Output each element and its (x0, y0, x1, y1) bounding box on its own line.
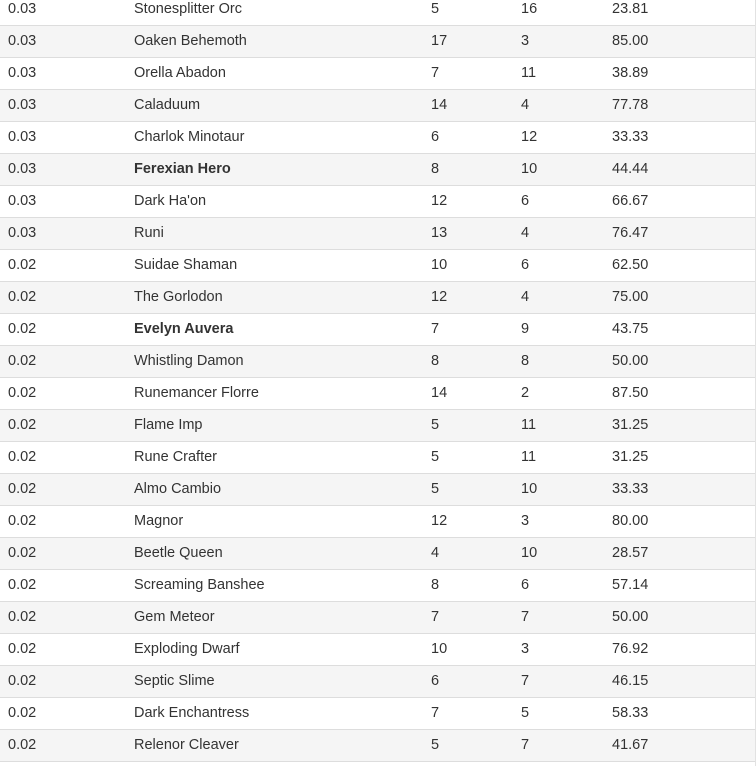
rate-cell: 0.02 (8, 513, 37, 529)
table-row (0, 666, 756, 698)
wins-cell: 8 (431, 353, 440, 369)
percent-cell: 41.67 (612, 737, 649, 753)
name-cell: Runemancer Florre (134, 385, 259, 401)
percent-cell: 33.33 (612, 129, 649, 145)
rate-cell: 0.03 (8, 225, 37, 241)
losses-cell: 11 (521, 65, 537, 81)
wins-cell: 17 (431, 33, 448, 49)
name-cell: Relenor Cleaver (134, 737, 239, 753)
losses-cell: 3 (521, 641, 530, 657)
table-row (0, 58, 756, 90)
name-cell: Flame Imp (134, 417, 203, 433)
wins-cell: 7 (431, 705, 440, 721)
name-cell: Oaken Behemoth (134, 33, 247, 49)
table-row (0, 346, 756, 378)
table-row (0, 314, 756, 346)
name-cell: Septic Slime (134, 673, 215, 689)
rate-cell: 0.03 (8, 129, 37, 145)
name-cell: Gem Meteor (134, 609, 215, 625)
percent-cell: 85.00 (612, 33, 649, 49)
name-cell: Dark Ha'on (134, 193, 207, 209)
table-row (0, 154, 756, 186)
name-cell: Dark Enchantress (134, 705, 250, 721)
percent-cell: 75.00 (612, 289, 649, 305)
rate-cell: 0.02 (8, 545, 37, 561)
percent-cell: 43.75 (612, 321, 649, 337)
name-cell: Magnor (134, 513, 184, 529)
percent-cell: 38.89 (612, 65, 649, 81)
wins-cell: 7 (431, 609, 440, 625)
wins-cell: 14 (431, 97, 448, 113)
wins-cell: 13 (431, 225, 448, 241)
losses-cell: 6 (521, 577, 530, 593)
table-row (0, 186, 756, 218)
wins-cell: 5 (431, 449, 440, 465)
rate-cell: 0.03 (8, 193, 37, 209)
rate-cell: 0.02 (8, 321, 37, 337)
name-cell: Beetle Queen (134, 545, 223, 561)
percent-cell: 62.50 (612, 257, 649, 273)
rate-cell: 0.02 (8, 385, 37, 401)
table-row (0, 282, 756, 314)
rate-cell: 0.02 (8, 449, 37, 465)
name-cell: Rune Crafter (134, 449, 218, 465)
name-cell: Orella Abadon (134, 65, 226, 81)
losses-cell: 7 (521, 609, 530, 625)
losses-cell: 11 (521, 417, 537, 433)
name-cell: Stonesplitter Orc (134, 1, 242, 17)
wins-cell: 7 (431, 65, 440, 81)
wins-cell: 10 (431, 641, 448, 657)
rate-cell: 0.03 (8, 161, 37, 177)
losses-cell: 7 (521, 737, 530, 753)
rate-cell: 0.02 (8, 417, 37, 433)
rate-cell: 0.02 (8, 641, 37, 657)
rate-cell: 0.03 (8, 33, 37, 49)
table-row (0, 0, 756, 26)
percent-cell: 31.25 (612, 449, 649, 465)
rate-cell: 0.03 (8, 97, 37, 113)
name-cell: The Gorlodon (134, 289, 223, 305)
table-row (0, 506, 756, 538)
table-row (0, 122, 756, 154)
name-cell: Caladuum (134, 97, 201, 113)
losses-cell: 6 (521, 193, 530, 209)
wins-cell: 7 (431, 321, 440, 337)
rate-cell: 0.02 (8, 705, 37, 721)
percent-cell: 87.50 (612, 385, 649, 401)
table-row (0, 218, 756, 250)
wins-cell: 14 (431, 385, 448, 401)
wins-cell: 12 (431, 513, 448, 529)
table-row (0, 378, 756, 410)
table-row (0, 730, 756, 762)
table-row (0, 26, 756, 58)
rate-cell: 0.02 (8, 289, 37, 305)
losses-cell: 4 (521, 97, 530, 113)
name-cell: Runi (134, 225, 164, 241)
percent-cell: 66.67 (612, 193, 649, 209)
name-cell: Almo Cambio (134, 481, 222, 497)
percent-cell: 58.33 (612, 705, 649, 721)
percent-cell: 44.44 (612, 161, 649, 177)
table-row (0, 538, 756, 570)
wins-cell: 8 (431, 577, 440, 593)
name-cell: Evelyn Auvera (134, 321, 234, 337)
percent-cell: 28.57 (612, 545, 649, 561)
percent-cell: 23.81 (612, 1, 649, 17)
percent-cell: 46.15 (612, 673, 649, 689)
losses-cell: 7 (521, 673, 530, 689)
table-row (0, 602, 756, 634)
wins-cell: 6 (431, 673, 440, 689)
table-row (0, 90, 756, 122)
wins-cell: 5 (431, 737, 440, 753)
losses-cell: 4 (521, 225, 530, 241)
rate-cell: 0.02 (8, 609, 37, 625)
losses-cell: 10 (521, 545, 538, 561)
table-row (0, 410, 756, 442)
wins-cell: 12 (431, 193, 448, 209)
name-cell: Exploding Dwarf (134, 641, 240, 657)
percent-cell: 77.78 (612, 97, 649, 113)
wins-cell: 12 (431, 289, 448, 305)
wins-cell: 4 (431, 545, 440, 561)
losses-cell: 9 (521, 321, 530, 337)
name-cell: Whistling Damon (134, 353, 244, 369)
name-cell: Suidae Shaman (134, 257, 238, 273)
rate-cell: 0.03 (8, 1, 37, 17)
rate-cell: 0.02 (8, 577, 37, 593)
wins-cell: 5 (431, 481, 440, 497)
wins-cell: 5 (431, 417, 440, 433)
losses-cell: 12 (521, 129, 538, 145)
losses-cell: 10 (521, 481, 538, 497)
wins-cell: 8 (431, 161, 440, 177)
rate-cell: 0.02 (8, 737, 37, 753)
wins-cell: 10 (431, 257, 448, 273)
losses-cell: 3 (521, 33, 530, 49)
losses-cell: 6 (521, 257, 530, 273)
rate-cell: 0.02 (8, 481, 37, 497)
name-cell: Ferexian Hero (134, 161, 231, 177)
losses-cell: 10 (521, 161, 538, 177)
rate-cell: 0.03 (8, 65, 37, 81)
losses-cell: 2 (521, 385, 530, 401)
losses-cell: 5 (521, 705, 530, 721)
wins-cell: 6 (431, 129, 440, 145)
table-row (0, 570, 756, 602)
losses-cell: 11 (521, 449, 537, 465)
percent-cell: 50.00 (612, 609, 649, 625)
table-row (0, 474, 756, 506)
rate-cell: 0.02 (8, 257, 37, 273)
percent-cell: 76.92 (612, 641, 649, 657)
percent-cell: 33.33 (612, 481, 649, 497)
rate-cell: 0.02 (8, 673, 37, 689)
losses-cell: 16 (521, 1, 538, 17)
name-cell: Screaming Banshee (134, 577, 265, 593)
losses-cell: 8 (521, 353, 530, 369)
table-row (0, 250, 756, 282)
percent-cell: 76.47 (612, 225, 649, 241)
percent-cell: 50.00 (612, 353, 649, 369)
wins-cell: 5 (431, 1, 440, 17)
table-row (0, 442, 756, 474)
table-row (0, 698, 756, 730)
losses-cell: 3 (521, 513, 530, 529)
rate-cell: 0.02 (8, 353, 37, 369)
losses-cell: 4 (521, 289, 530, 305)
percent-cell: 57.14 (612, 577, 649, 593)
name-cell: Charlok Minotaur (134, 129, 245, 145)
table-row (0, 634, 756, 666)
percent-cell: 80.00 (612, 513, 649, 529)
percent-cell: 31.25 (612, 417, 649, 433)
